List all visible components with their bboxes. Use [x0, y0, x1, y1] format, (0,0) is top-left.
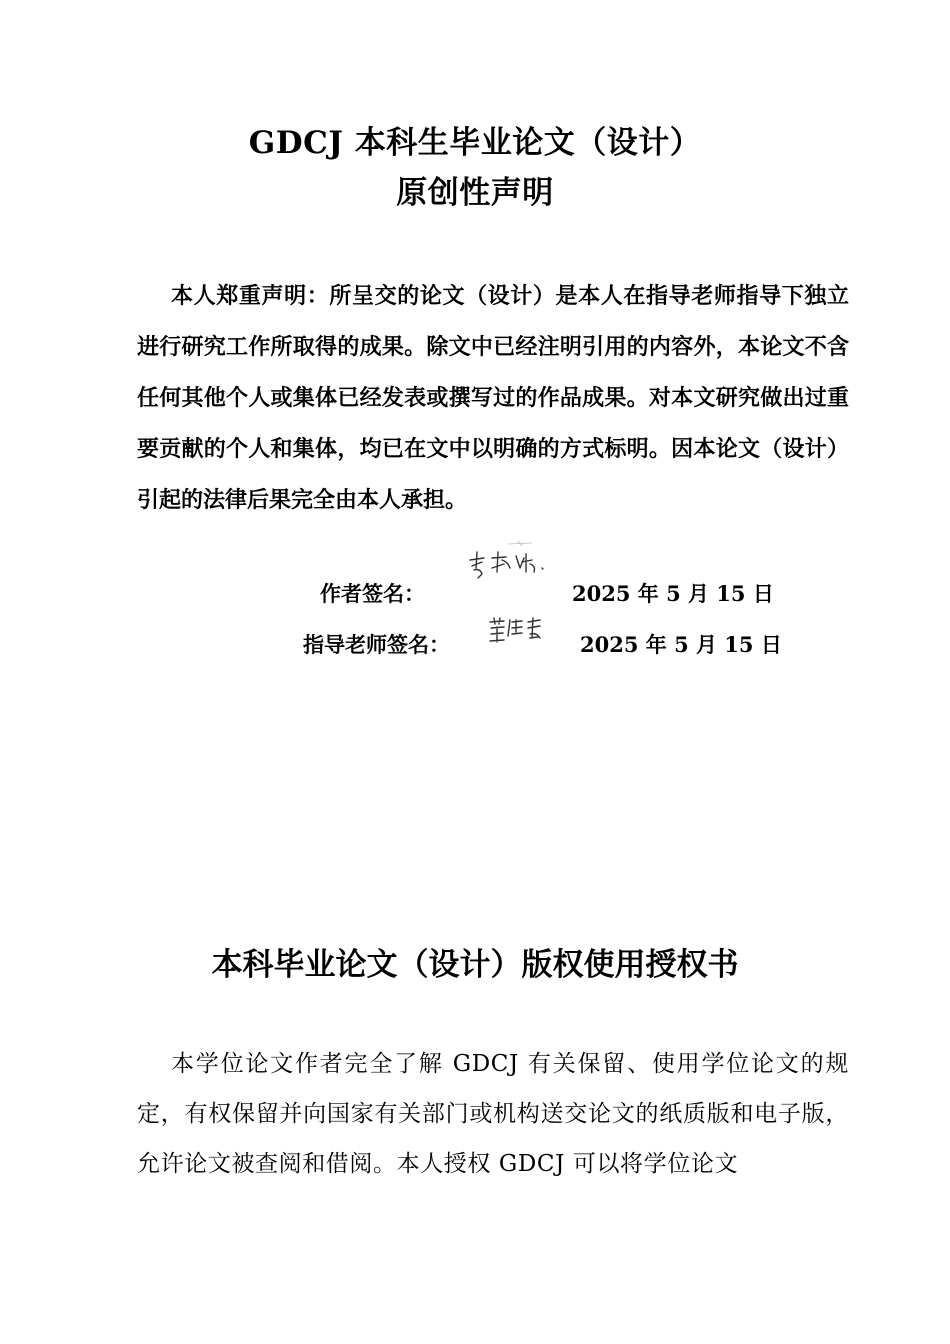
copyright-authorization-paragraph: 本学位论文作者完全了解 GDCJ 有关保留、使用学位论文的规定，有权保留并向国家有关部门或机构送交论文的纸质版和电子版，允许论文被查阅和借阅。本人授权 GDCJ 可以将学位论文 — [137, 1051, 849, 1177]
declaration-subtitle: 原创性声明 — [396, 175, 554, 211]
declaration-paragraph: 本人郑重声明：所呈交的论文（设计）是本人在指导老师指导下独立进行研究工作所取得的成果。除文中已经注明引用的内容外，本论文不含任何其他个人或集体已经发表或撰写过的作品成果。对本文研究做出过重要贡献的个人和集体，均已在文中以明确的方式标明。因本论文（设计）引起的法律后果完全由本人承担。 — [137, 283, 849, 513]
advisor-handwritten-signature — [486, 614, 546, 650]
advisor-signature-label: 指导老师签名： — [303, 632, 450, 657]
author-handwritten-signature — [462, 538, 552, 586]
author-signature-label: 作者签名： — [320, 581, 425, 606]
copyright-authorization-title: 本科毕业论文（设计）版权使用授权书 — [211, 947, 739, 983]
advisor-signature-date: 2025 年 5 月 15 日 — [580, 632, 782, 657]
declaration-title: GDCJ 本科生毕业论文（设计） — [248, 125, 702, 161]
author-signature-date: 2025 年 5 月 15 日 — [572, 581, 774, 606]
